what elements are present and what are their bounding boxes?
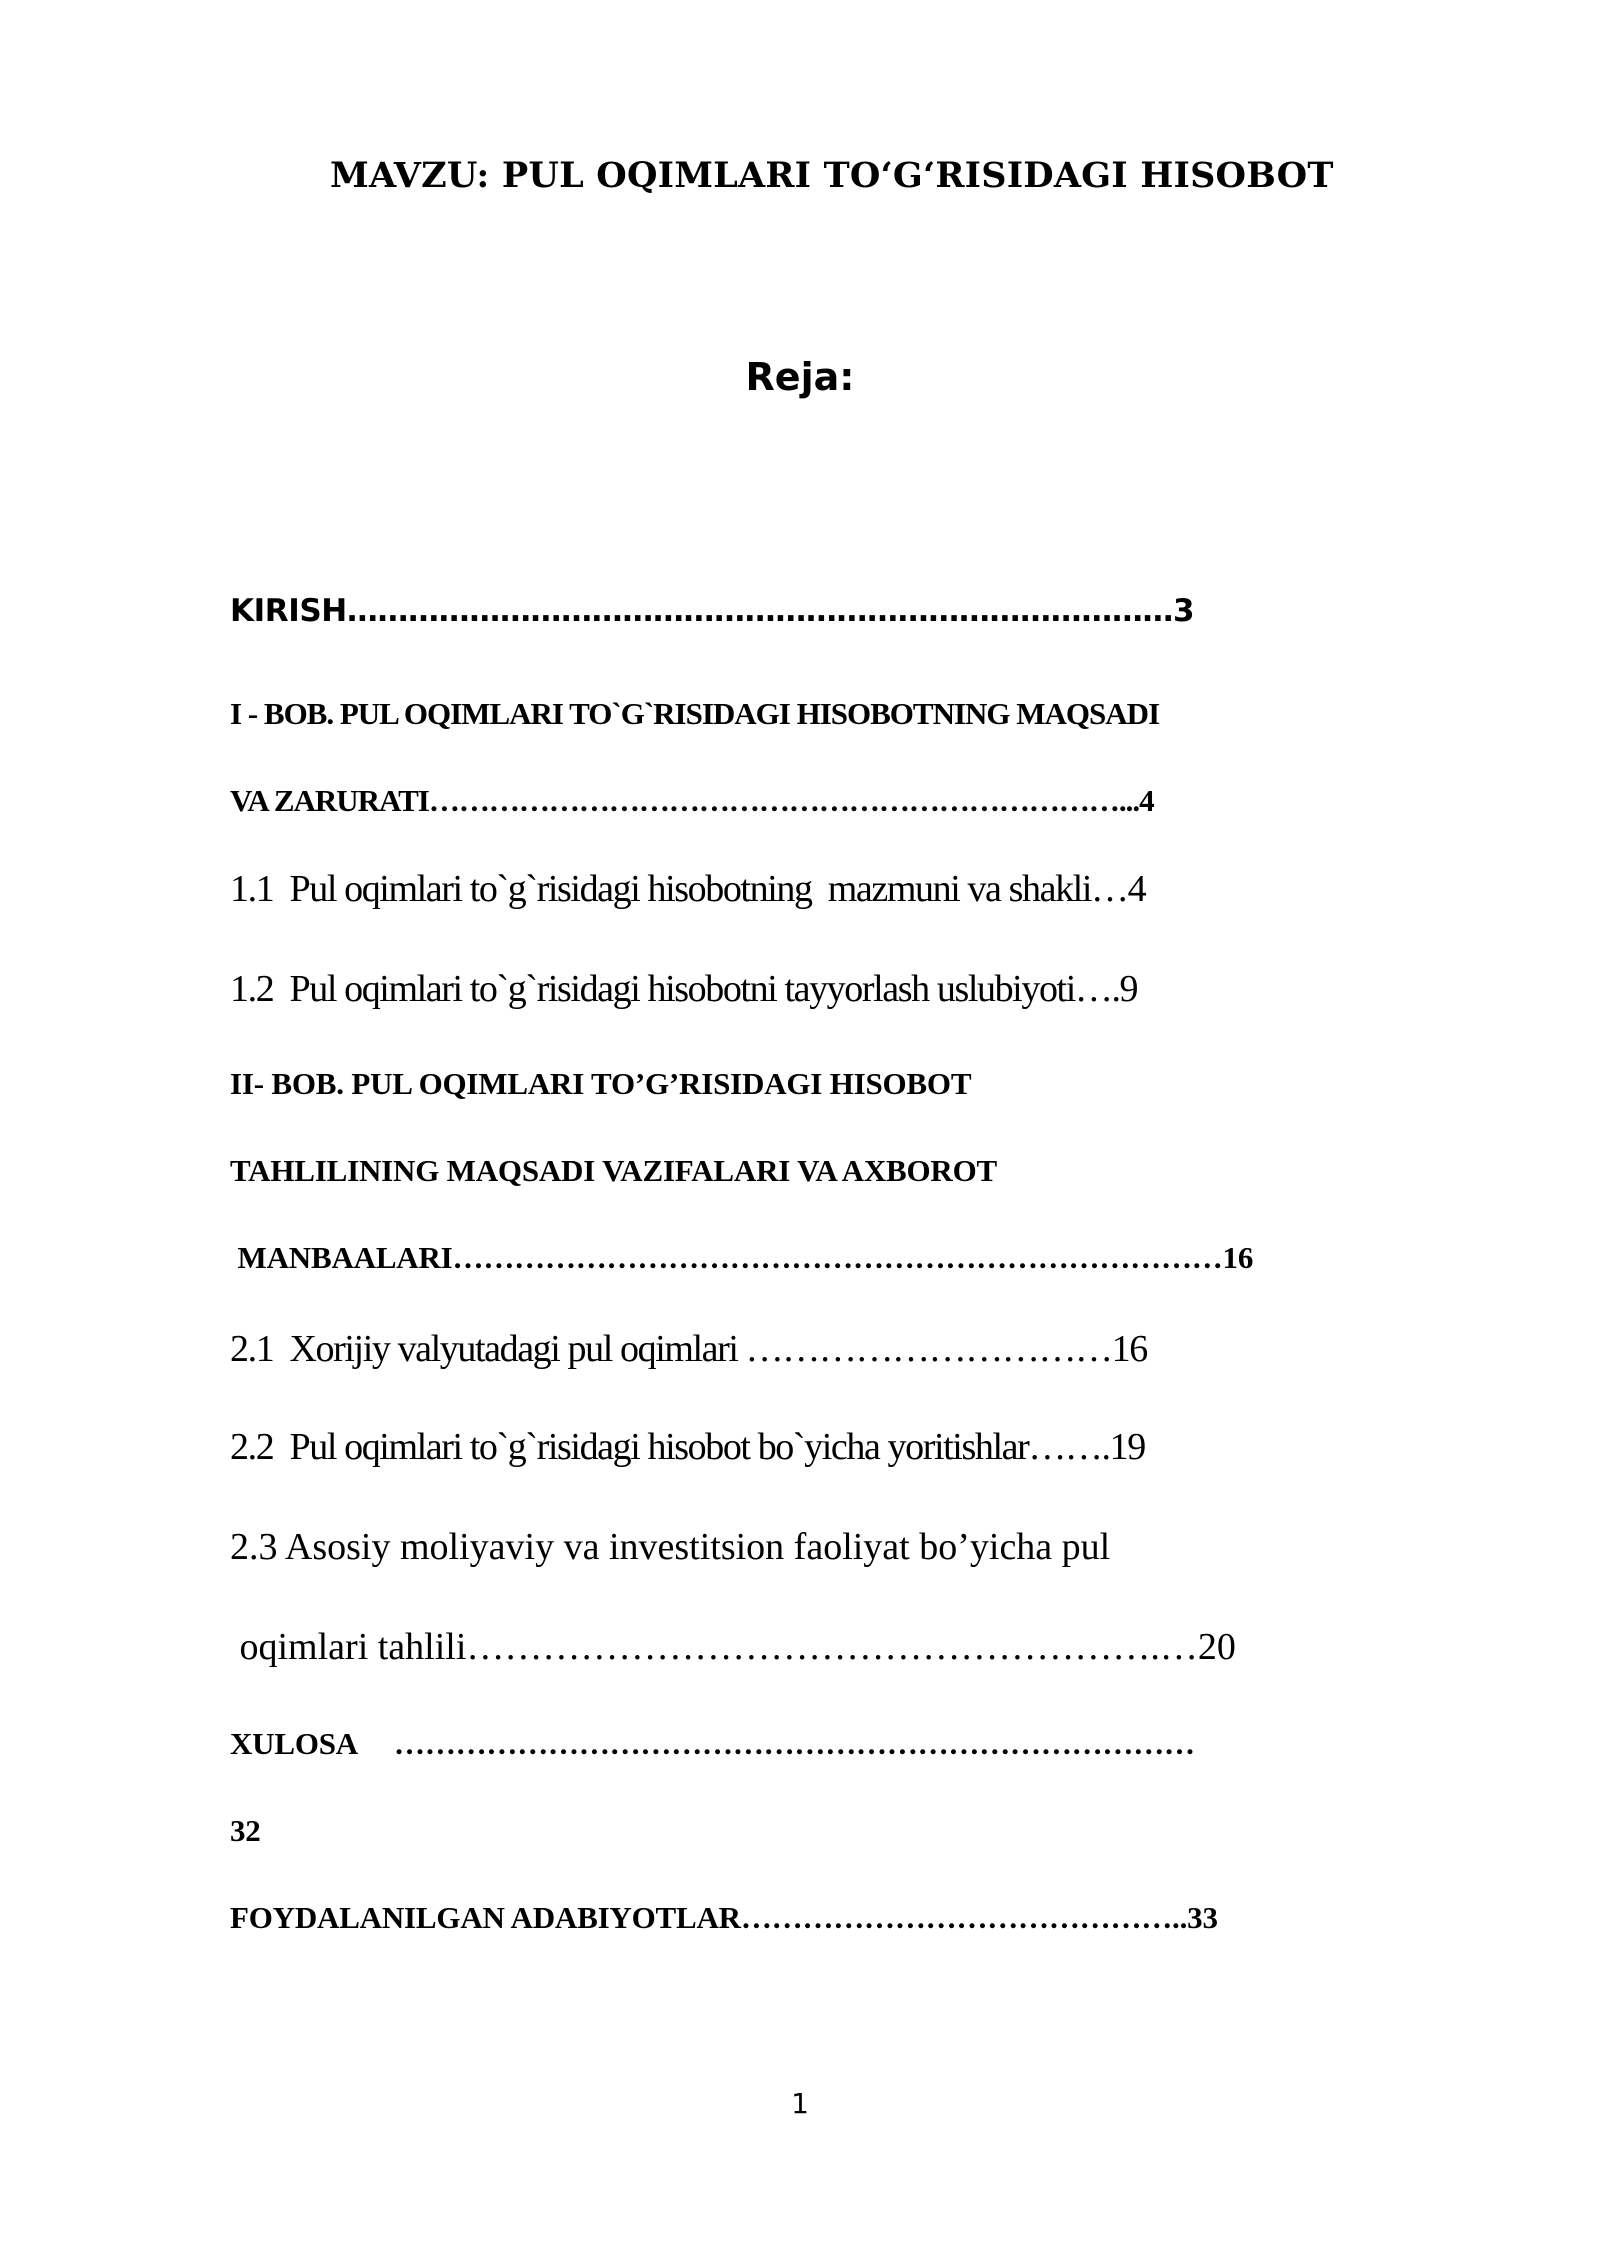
toc-section-1-2: 1.2 Pul oqimlari to`g`risidagi hisobotni tayyorlash uslubiyoti….9 <box>230 968 1138 1010</box>
plan-heading: Reja: <box>745 355 855 399</box>
toc-section-2-3: 2.3 Asosiy moliyaviy va investitsion faoliyat bo’yicha pul <box>230 1526 1111 1568</box>
toc-chapter-1-title-cont: VA ZARURATI……………………………………………………………...4 <box>230 783 1154 818</box>
toc-entry-adabiyotlar: FOYDALANILGAN ADABIYOTLAR……………………………………..33 <box>230 1900 1218 1935</box>
toc-chapter-1-title: I - BOB. PUL OQIMLARI TO`G`RISIDAGI HISOBOTNING MAQSADI <box>230 696 1160 731</box>
toc-chapter-2-title-end: MANBAALARI…………………………………………………………………16 <box>230 1240 1254 1275</box>
toc-section-2-3-cont: oqimlari tahlili……………………………………………….…20 <box>230 1626 1236 1668</box>
document-title: MAVZU: PUL OQIMLARI TO‘G‘RISIDAGI HISOBOT <box>330 155 1334 196</box>
toc-entry-xulosa: XULOSA …………………………………………………………………… <box>230 1726 1195 1761</box>
toc-entry-xulosa-page: 32 <box>230 1813 261 1848</box>
toc-chapter-2-title-cont: TAHLILINING MAQSADI VAZIFALARI VA AXBOROT <box>230 1153 997 1188</box>
toc-entry-kirish: KIRISH………………………………………………………………………3 <box>230 593 1195 629</box>
page-number: 1 <box>791 2087 809 2120</box>
toc-section-2-2: 2.2 Pul oqimlari to`g`risidagi hisobot bo`yicha yoritishlar…….19 <box>230 1426 1145 1468</box>
toc-section-1-1: 1.1 Pul oqimlari to`g`risidagi hisobotning mazmuni va shakli…4 <box>230 868 1146 910</box>
toc-chapter-2-title: II- BOB. PUL OQIMLARI TO’G’RISIDAGI HISOBOT <box>230 1066 972 1101</box>
toc-section-2-1: 2.1 Xorijiy valyutadagi pul oqimlari …………………………16 <box>230 1328 1147 1370</box>
